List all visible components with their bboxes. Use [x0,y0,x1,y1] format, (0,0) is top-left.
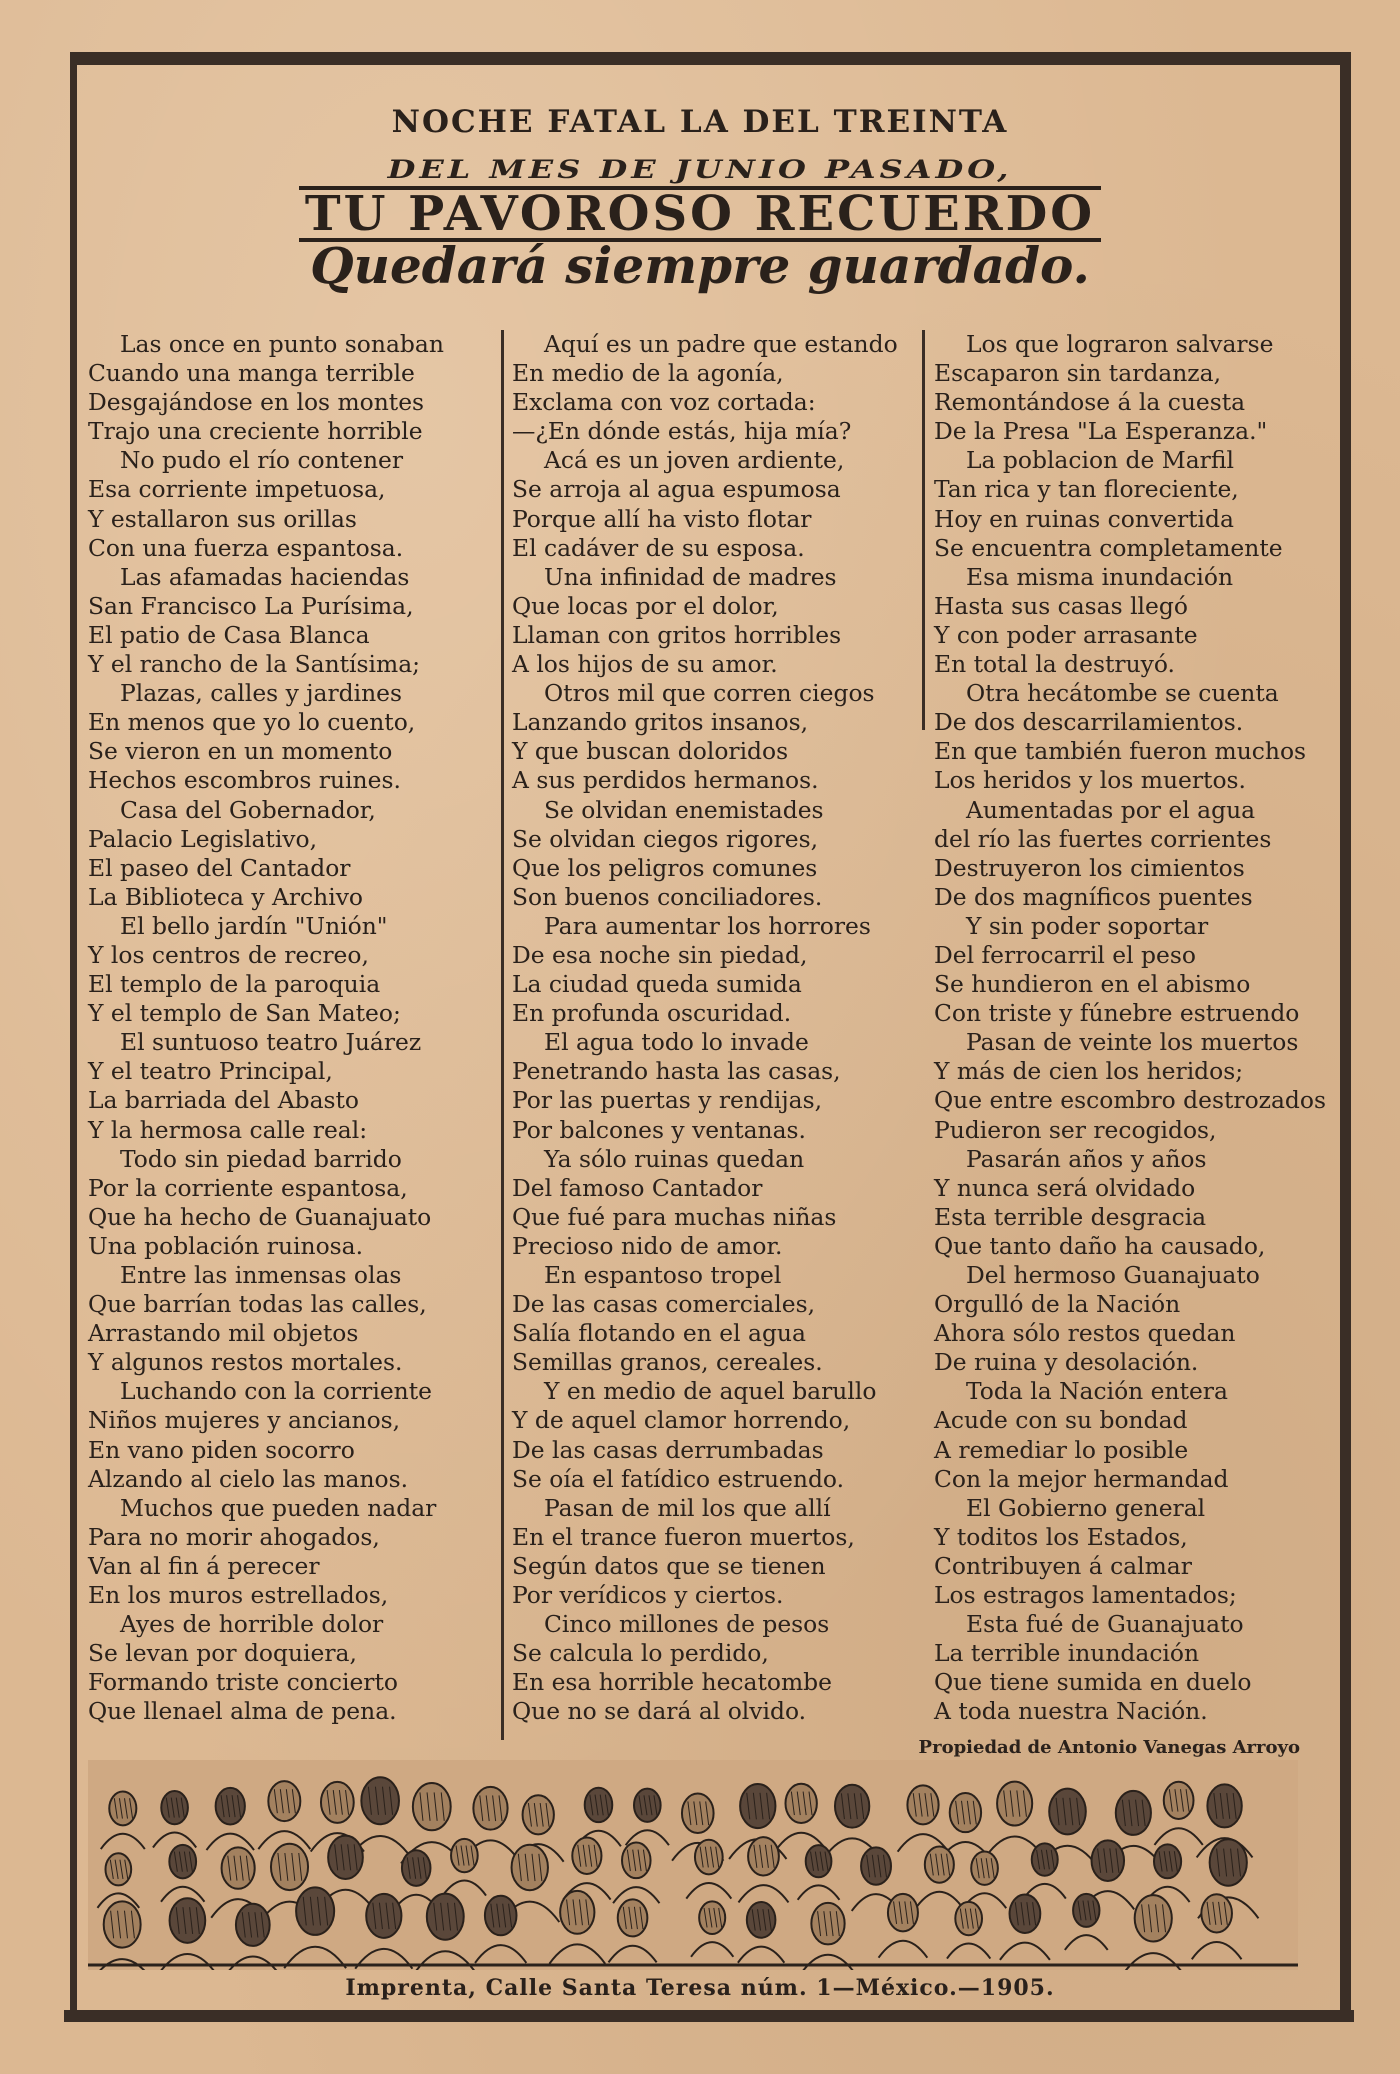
headline-4: Quedará siempre guardado. [310,236,1090,295]
crowd-figure [427,1894,464,1940]
verse-line: El agua todo lo invade [544,1028,809,1057]
verse-line: Y los centros de recreo, [88,940,369,969]
verse-line: Del ferrocarril el peso [934,940,1196,969]
verse-line: Porque allí ha visto flotar [512,504,812,533]
verse-line: Contribuyen á calmar [934,1551,1192,1580]
crowd-figure [268,1781,300,1821]
crowd-figure [170,1898,206,1943]
verse-line: Van al fin á perecer [88,1551,320,1580]
verse-line: Para aumentar los horrores [544,911,871,940]
verse-line: Cinco millones de pesos [544,1610,830,1639]
crowd-figure [104,1901,141,1947]
verse-line: Se encuentra completamente [934,533,1283,562]
crowd-figure [485,1896,517,1935]
verse-line: Hasta sus casas llegó [934,591,1188,620]
verse-line: Palacio Legislativo, [88,824,318,853]
frame-border-left [70,52,77,2012]
crowd-figure [888,1894,918,1932]
verse-line: Según datos que se tienen [512,1551,826,1580]
crowd-figure [907,1785,938,1824]
verse-line: Se arroja al agua espumosa [512,475,841,504]
verse-line: De las casas comerciales, [512,1290,816,1319]
frame-border-bottom [64,2010,1354,2022]
verse-line: Y el templo de San Mateo; [88,999,401,1028]
column-divider-1 [501,330,504,1740]
printer-imprint: Imprenta, Calle Santa Teresa núm. 1—México.—1905. [345,1975,1055,2001]
verse-line: Se calcula lo perdido, [512,1639,769,1668]
verse-line: En espantoso tropel [544,1261,782,1289]
crowd-figure [1207,1784,1241,1827]
column-divider-2 [922,330,925,730]
crowd-figure [699,1901,725,1934]
verse-line: Muchos que pueden nadar [120,1493,437,1522]
verse-line: Casa del Gobernador, [120,795,376,824]
verse-line: De dos magníficos puentes [934,882,1253,911]
verse-line: Que tanto daño ha causado, [934,1231,1266,1260]
verse-line: Destruyeron los cimientos [934,853,1245,882]
verse-line: Que entre escombro destrozados [934,1086,1326,1115]
property-credit: Propiedad de Antonio Vanegas Arroyo [918,1737,1300,1758]
verse-line: Del hermoso Guanajuato [966,1261,1260,1289]
crowd-figure [572,1838,601,1874]
crowd-figure [1010,1895,1041,1933]
verse-line: Plazas, calles y jardines [120,679,402,708]
crowd-figure [682,1793,714,1833]
verse-line: Los que lograron salvarse [966,330,1274,358]
verse-line: Hechos escombros ruines. [88,766,401,795]
verse-line: Por verídicos y ciertos. [512,1581,784,1610]
verse-line: En menos que yo lo cuento, [88,708,416,737]
crowd-figure [1092,1840,1125,1881]
crowd-figure [748,1837,779,1875]
headline-3-text: TU PAVOROSO RECUERDO [299,186,1101,242]
crowd-figure [216,1788,245,1825]
verse-line: Alzando al cielo las manos. [88,1464,409,1493]
verse-line: De esa noche sin piedad, [512,940,808,969]
crowd-figure [296,1887,334,1935]
verse-line: Esta terrible desgracia [934,1202,1207,1231]
crowd-figure [451,1839,478,1872]
crowd-figure [950,1793,981,1832]
verse-line: Escaparon sin tardanza, [934,359,1222,388]
verse-line: Arrastando mil objetos [88,1319,359,1348]
verse-line: De dos descarrilamientos. [934,708,1244,737]
verse-line: Que locas por el dolor, [512,591,779,620]
crowd-figure [1073,1894,1099,1927]
verse-line: Por balcones y ventanas. [512,1115,806,1144]
crowd-figure [1201,1894,1232,1932]
crowd-figure [785,1784,816,1823]
crowd-figure [1210,1839,1247,1886]
verse-line: Esta fué de Guanajuato [966,1610,1244,1639]
verse-line: Y sin poder soportar [966,911,1209,940]
crowd-figure [835,1785,869,1828]
verse-line: Remontándose á la cuesta [934,388,1246,417]
crowd-figure [321,1782,354,1823]
verse-line: Toda la Nación entera [966,1377,1228,1406]
verse-line: Se vieron en un momento [88,737,393,766]
verse-line: Y más de cien los heridos; [934,1057,1244,1086]
verse-line: Esa corriente impetuosa, [88,475,386,504]
verse-line: El bello jardín "Unión" [120,911,388,940]
verse-line: Que ha hecho de Guanajuato [88,1202,432,1231]
verse-line: Cuando una manga terrible [88,359,415,388]
crowd-figure [971,1852,998,1885]
verse-line: Y algunos restos mortales. [88,1348,403,1377]
crowd-figure [560,1891,594,1934]
verse-line: Pasan de mil los que allí [544,1493,831,1522]
verse-line: Y la hermosa calle real: [88,1115,368,1144]
crowd-figure [618,1899,648,1936]
verse-line: Ahora sólo restos quedan [934,1319,1236,1348]
verse-line: A sus perdidos hermanos. [512,766,819,795]
verse-line: Tan rica y tan floreciente, [934,475,1239,504]
verse-line: Los estragos lamentados; [934,1581,1237,1610]
verse-line: Que no se dará al olvido. [512,1697,807,1726]
headline-2: DEL MES DE JUNIO PASADO, [387,153,1013,185]
verse-line: Lanzando gritos insanos, [512,708,809,737]
verse-line: Ayes de horrible dolor [120,1610,384,1639]
verse-line: Que barrían todas las calles, [88,1290,427,1319]
frame-border-top [70,52,1350,65]
crowd-figure [740,1784,775,1828]
crowd-figure [1164,1782,1194,1819]
verse-line: Con la mejor hermandad [934,1464,1229,1493]
crowd-figure [925,1846,954,1882]
verse-line: Del famoso Cantador [512,1173,763,1202]
verse-line: Esa misma inundación [966,562,1234,591]
verse-line: Pudieron ser recogidos, [934,1115,1217,1144]
verse-line: El Gobierno general [966,1493,1206,1522]
crowd-figure [361,1777,399,1824]
verse-line: Entre las inmensas olas [120,1261,402,1289]
verse-line: —¿En dónde estás, hija mía? [512,417,852,446]
verse-line: A remediar lo posible [934,1435,1189,1464]
verse-line: El paseo del Cantador [88,853,351,882]
verse-line: Las once en punto sonaban [120,330,444,358]
crowd-figure [271,1844,308,1890]
verse-line: El cadáver de su esposa. [512,533,805,562]
crowd-figure [473,1787,507,1830]
crowd-figure [109,1791,136,1825]
verse-line: En que también fueron muchos [934,737,1307,766]
crowd-figure [747,1902,776,1938]
crowd-figure [402,1850,431,1886]
crowd-figure [222,1847,255,1888]
verse-line: Penetrando hasta las casas, [512,1057,841,1086]
crowd-woodcut-illustration [88,1760,1298,1970]
verse-line: Y toditos los Estados, [934,1522,1188,1551]
verse-line: El patio de Casa Blanca [88,620,370,649]
crowd-figure [1032,1843,1058,1875]
verse-line: Una población ruinosa. [88,1231,364,1260]
verse-line: Hoy en ruinas convertida [934,504,1234,533]
verse-line: Y el teatro Principal, [88,1057,333,1086]
crowd-figure [1135,1895,1172,1941]
verse-line: Y estallaron sus orillas [88,504,357,533]
crowd-figure [585,1788,613,1822]
verse-line: La ciudad queda sumida [512,970,802,999]
crowd-figure [806,1845,832,1877]
verse-line: A toda nuestra Nación. [934,1697,1208,1726]
crowd-figure [161,1791,188,1824]
verse-line: Por la corriente espantosa, [88,1173,408,1202]
crowd-figure [1116,1791,1151,1835]
verse-line: Y el rancho de la Santísima; [88,650,421,679]
verse-line: Y de aquel clamor horrendo, [512,1406,851,1435]
crowd-figure [169,1845,196,1878]
poem-column-1 [88,330,498,1727]
crowd-figure [512,1845,548,1890]
verse-line: Pasarán años y años [966,1144,1207,1173]
verse-line: Orgulló de la Nación [934,1290,1181,1319]
verse-line: Y que buscan doloridos [512,737,789,766]
crowd-figure [366,1894,401,1938]
crowd-figure [634,1789,661,1822]
verse-line: Que llenael alma de pena. [88,1697,397,1726]
verse-line: Se hundieron en el abismo [934,970,1251,999]
headline-1: NOCHE FATAL LA DEL TREINTA [391,104,1009,140]
verse-line: Desgajándose en los montes [88,388,425,417]
verse-line: Que tiene sumida en duelo [934,1668,1252,1697]
crowd-figure [997,1782,1032,1826]
verse-line: Y con poder arrasante [934,620,1198,649]
verse-line: En medio de la agonía, [512,359,784,388]
crowd-figure [955,1902,982,1935]
verse-line: Otros mil que corren ciegos [544,679,875,708]
verse-line: Se olvidan enemistades [544,795,824,824]
crowd-figure [105,1853,131,1885]
poem-column-3 [934,330,1344,1727]
verse-line: El templo de la paroquia [88,970,381,999]
verse-line: Aquí es un padre que estando [544,330,898,358]
verse-line: En total la destruyó. [934,650,1175,679]
verse-line: El suntuoso teatro Juárez [120,1028,422,1057]
verse-line: Que los peligros comunes [512,853,818,882]
verse-line: Pasan de veinte los muertos [966,1028,1299,1057]
verse-line: Trajo una creciente horrible [88,417,423,446]
verse-line: Se olvidan ciegos rigores, [512,824,819,853]
verse-line: Luchando con la corriente [120,1377,432,1406]
verse-line: Otra hecátombe se cuenta [966,679,1279,708]
verse-line: De la Presa "La Esperanza." [934,417,1268,446]
verse-line: Acá es un joven ardiente, [544,446,845,475]
crowd-figure [1049,1789,1086,1835]
verse-line: Formando triste concierto [88,1668,398,1697]
crowd-figure [811,1903,844,1945]
verse-line: Con una fuerza espantosa. [88,533,404,562]
headline-3 [0,186,1400,242]
crowd-figure [236,1904,270,1946]
verse-line: Y nunca será olvidado [934,1173,1196,1202]
crowd-figure [622,1842,651,1878]
verse-line: Precioso nido de amor. [512,1231,783,1260]
verse-line: Salía flotando en el agua [512,1319,806,1348]
verse-line: San Francisco La Purísima, [88,591,414,620]
verse-line: Acude con su bondad [934,1406,1188,1435]
poem-column-2 [512,330,922,1727]
verse-line: La terrible inundación [934,1639,1200,1668]
verse-line: En el trance fueron muertos, [512,1522,855,1551]
crowd-figure [695,1840,723,1875]
verse-line: La poblacion de Marfil [966,446,1234,475]
verse-line: En vano piden socorro [88,1435,355,1464]
verse-line: Y en medio de aquel barullo [544,1377,877,1406]
verse-line: Se oía el fatídico estruendo. [512,1464,845,1493]
verse-line: De ruina y desolación. [934,1348,1199,1377]
crowd-figure [328,1836,363,1879]
verse-line: No pudo el río contener [120,446,404,475]
verse-line: Niños mujeres y ancianos, [88,1406,401,1435]
verse-line: En esa horrible hecatombe [512,1668,832,1697]
verse-line: Todo sin piedad barrido [120,1144,402,1173]
crowd-figure [861,1847,891,1884]
verse-line: Son buenos conciliadores. [512,882,823,911]
verse-line: Se levan por doquiera, [88,1639,357,1668]
verse-line: Que fué para muchas niñas [512,1202,837,1231]
verse-line: La Biblioteca y Archivo [88,882,363,911]
verse-line: Para no morir ahogados, [88,1522,380,1551]
verse-line: En los muros estrellados, [88,1581,389,1610]
crowd-figure [1154,1844,1181,1878]
verse-line: Por las puertas y rendijas, [512,1086,823,1115]
verse-line: Las afamadas haciendas [120,562,410,591]
verse-line: del río las fuertes corrientes [934,824,1272,853]
verse-line: Ya sólo ruinas quedan [544,1144,805,1173]
verse-line: Exclama con voz cortada: [512,388,816,417]
crowd-figure [523,1795,554,1834]
verse-line: La barriada del Abasto [88,1086,360,1115]
verse-line: De las casas derrumbadas [512,1435,824,1464]
verse-line: Semillas granos, cereales. [512,1348,823,1377]
verse-line: Llaman con gritos horribles [512,620,842,649]
crowd-figure [413,1783,451,1830]
verse-line: Una infinidad de madres [544,562,837,591]
verse-line: Aumentadas por el agua [966,795,1256,824]
verse-line: Con triste y fúnebre estruendo [934,999,1300,1028]
verse-line: En profunda oscuridad. [512,999,792,1028]
verse-line: A los hijos de su amor. [512,650,778,679]
verse-line: Los heridos y los muertos. [934,766,1246,795]
